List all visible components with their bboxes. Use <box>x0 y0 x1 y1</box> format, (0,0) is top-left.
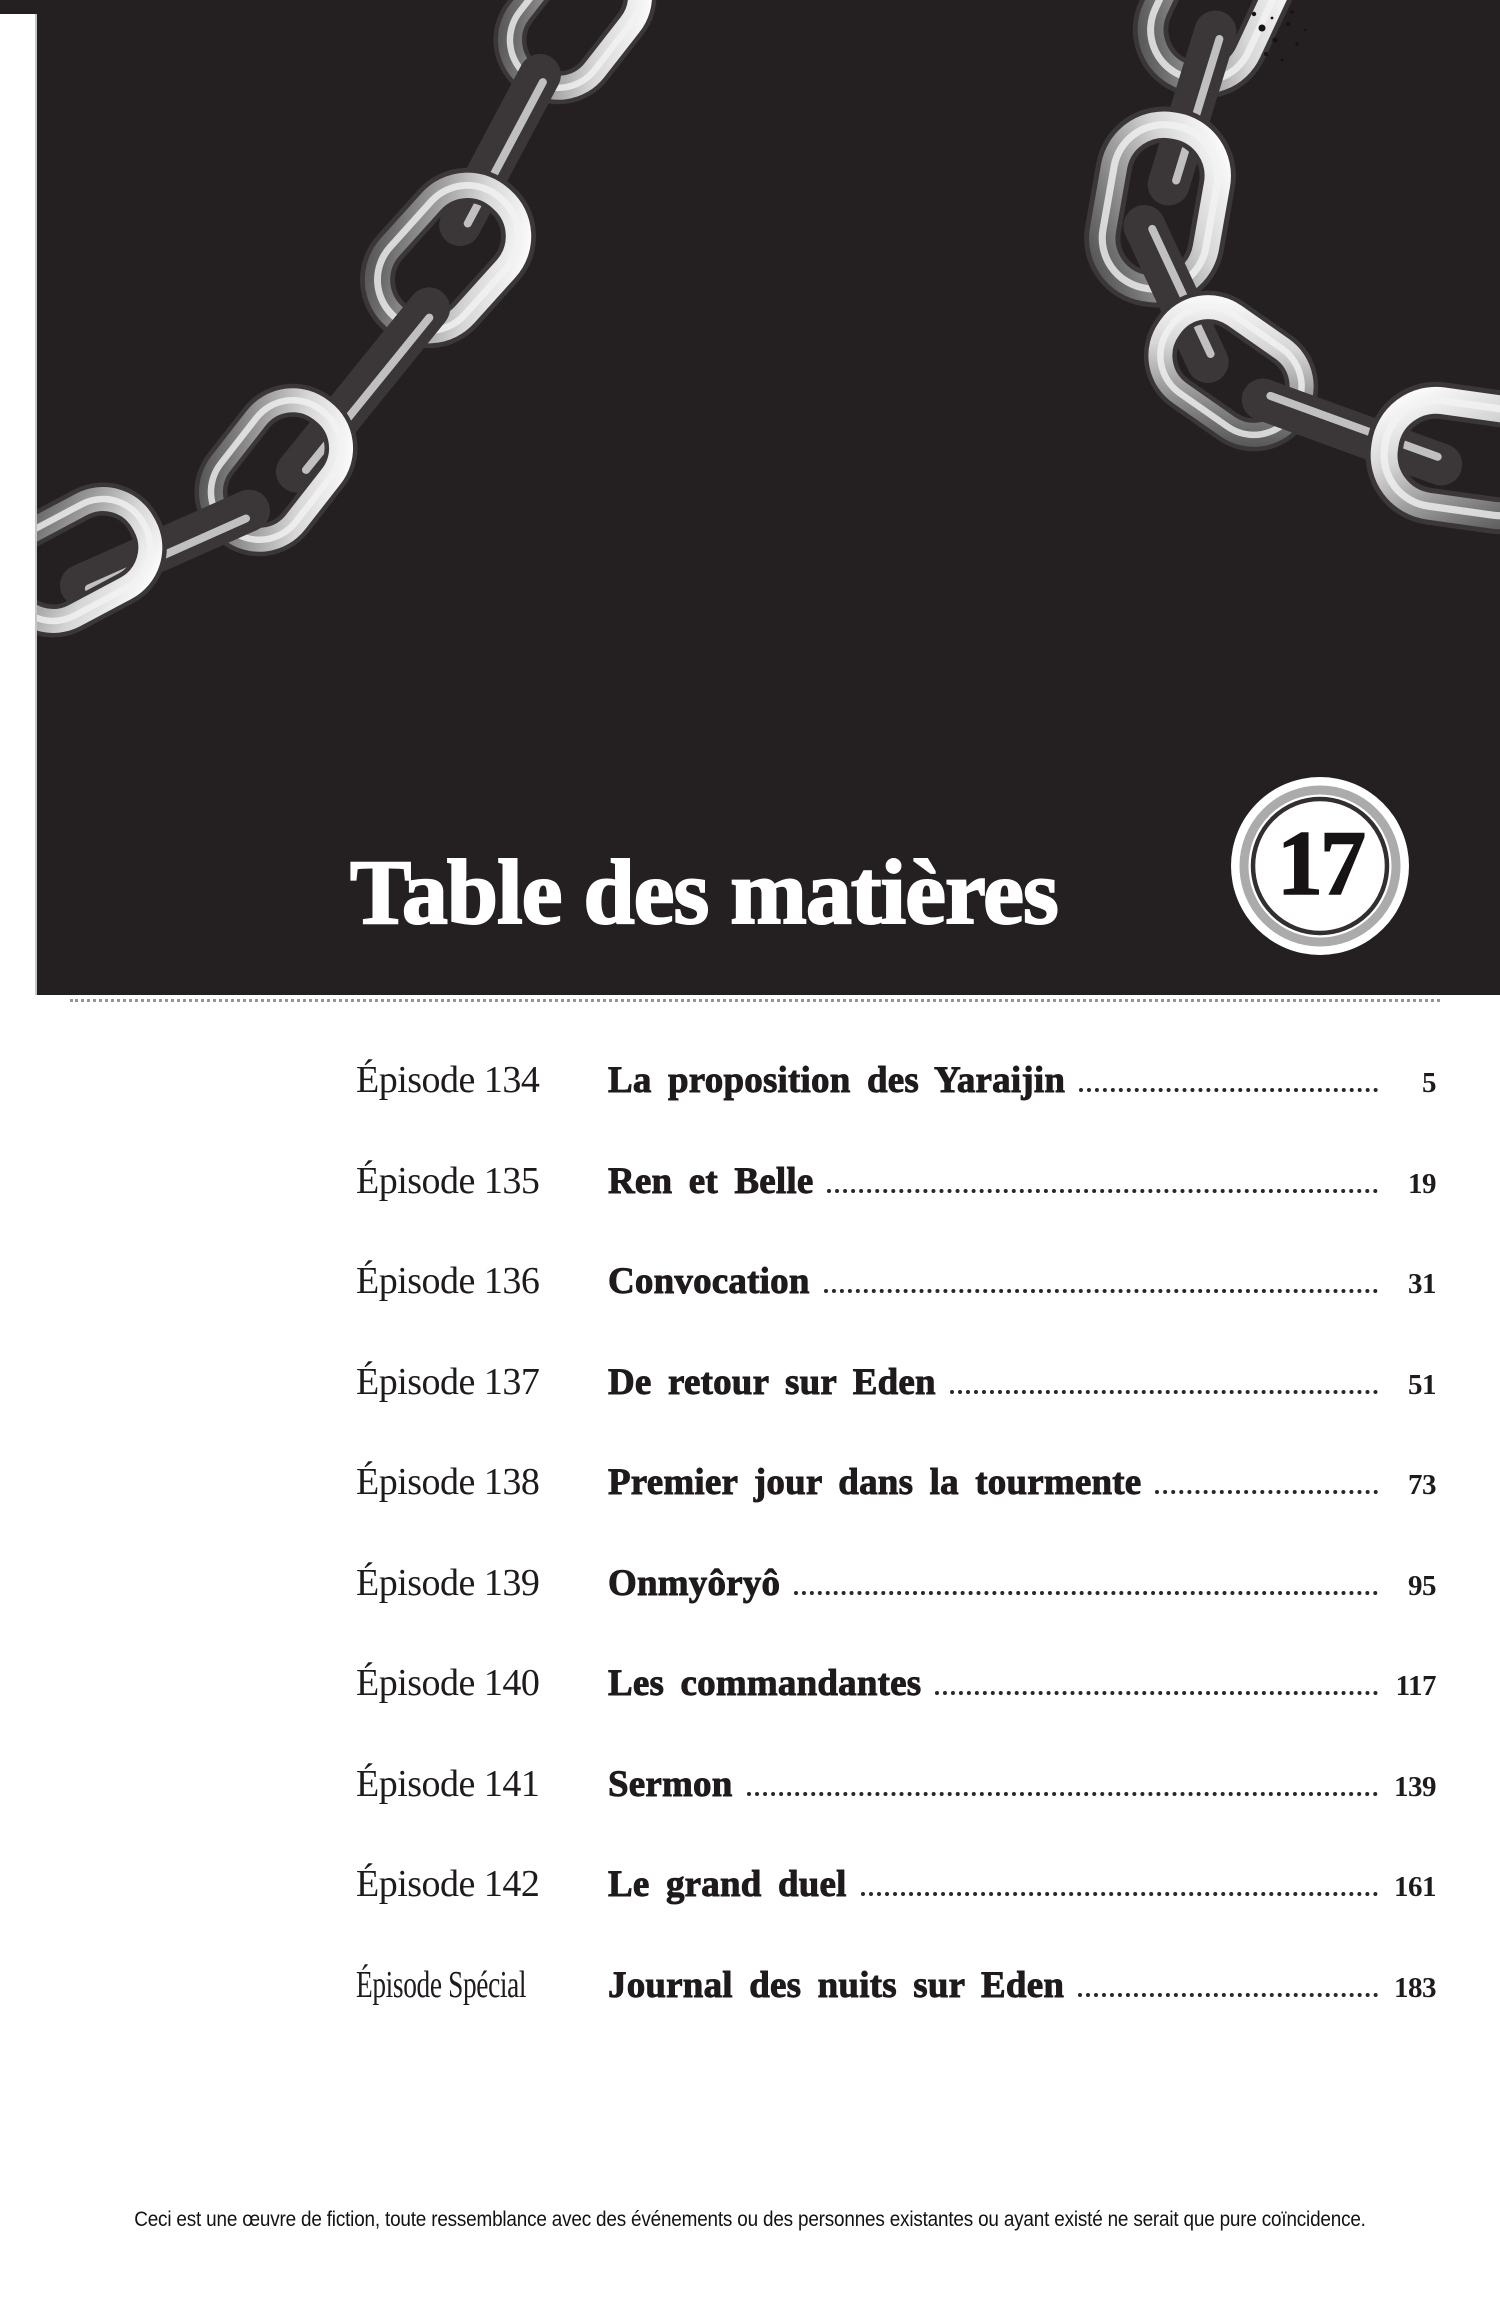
toc-row <box>356 1935 1436 2036</box>
toc-row <box>356 1030 1436 1131</box>
dot-leader <box>1078 1989 1378 1997</box>
page-title: Table des matières <box>350 841 1058 943</box>
page-number: 51 <box>1408 1368 1436 1401</box>
page-number: 73 <box>1408 1469 1436 1501</box>
dot-leader <box>824 1285 1378 1293</box>
episode-label: Épisode 135 <box>356 1159 540 1202</box>
table-of-contents <box>356 1030 1436 2035</box>
episode-title: La proposition des Yaraijin <box>608 1060 1066 1101</box>
page-left-margin <box>0 14 37 995</box>
page-number: 117 <box>1395 1670 1436 1702</box>
episode-label: Épisode 139 <box>356 1561 540 1604</box>
header-block <box>0 0 1500 995</box>
episode-title: Journal des nuits sur Eden <box>608 1964 1065 2006</box>
episode-label: Épisode 138 <box>356 1461 540 1503</box>
page-number: 139 <box>1394 1770 1436 1803</box>
dot-leader <box>1079 1084 1378 1092</box>
volume-badge <box>1231 777 1409 955</box>
toc-row <box>356 1834 1436 1935</box>
toc-row <box>356 1734 1436 1835</box>
episode-label: Épisode 140 <box>356 1662 540 1704</box>
page-number: 19 <box>1408 1167 1436 1200</box>
episode-label: Épisode 142 <box>356 1863 540 1905</box>
page-number: 161 <box>1394 1871 1436 1903</box>
episode-label: Épisode Spécial <box>356 1963 527 2006</box>
page-number: 31 <box>1408 1268 1436 1300</box>
dot-leader <box>1155 1486 1378 1494</box>
episode-label: Épisode 134 <box>356 1059 540 1101</box>
episode-title: Sermon <box>608 1763 733 1805</box>
page-number: 95 <box>1408 1569 1436 1602</box>
dot-leader <box>794 1587 1378 1595</box>
dot-leader <box>950 1386 1378 1394</box>
episode-title: Le grand duel <box>608 1864 847 1905</box>
episode-title: Premier jour dans la tourmente <box>608 1462 1142 1503</box>
episode-title: Convocation <box>608 1261 810 1302</box>
page-number: 183 <box>1394 1971 1436 2004</box>
dot-leader <box>935 1687 1378 1695</box>
episode-label: Épisode 136 <box>356 1260 540 1302</box>
episode-title: Les commandantes <box>608 1663 922 1704</box>
episode-title: Ren et Belle <box>608 1160 814 1202</box>
header-rough-edge <box>70 999 1440 1002</box>
toc-row <box>356 1131 1436 1232</box>
episode-label: Épisode 141 <box>356 1762 540 1805</box>
chain-left-image <box>0 0 659 637</box>
episode-title: De retour sur Eden <box>608 1361 936 1403</box>
episode-label: Épisode 137 <box>356 1360 540 1403</box>
page-number: 5 <box>1422 1067 1436 1099</box>
toc-row <box>356 1332 1436 1433</box>
volume-number: 17 <box>1277 812 1363 914</box>
toc-row <box>356 1231 1436 1332</box>
dot-leader <box>747 1788 1378 1796</box>
episode-title: Onmyôryô <box>608 1562 781 1604</box>
toc-row <box>356 1432 1436 1533</box>
chain-right-image <box>1094 0 1500 522</box>
toc-row <box>356 1533 1436 1634</box>
dot-leader <box>861 1888 1378 1896</box>
toc-row <box>356 1633 1436 1734</box>
dot-leader <box>827 1185 1378 1193</box>
disclaimer-text: Ceci est une œuvre de fiction, toute ressemblance avec des événements ou des personnes existantes ou ayant existé ne serait que pure coïncidence. <box>134 2208 1366 2231</box>
